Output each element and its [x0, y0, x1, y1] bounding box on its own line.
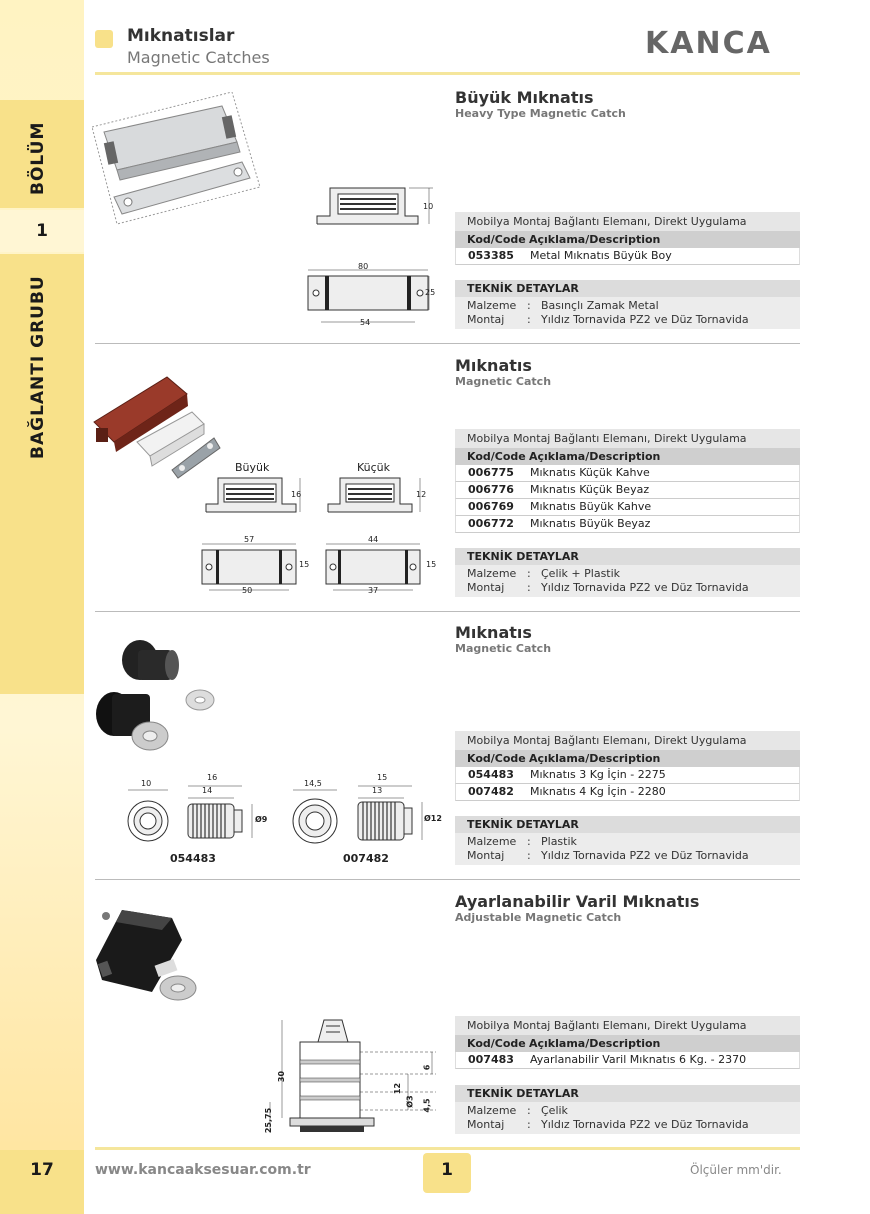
- tech-details: [455, 280, 800, 329]
- page-title: Mıknatıslar: [127, 26, 235, 46]
- header-code: Kod/Code: [467, 233, 526, 246]
- section-subtitle: Magnetic Catch: [455, 642, 552, 655]
- tech-sep: :: [527, 1118, 531, 1131]
- section-title: Ayarlanabilir Varil Mıknatıs: [455, 892, 700, 911]
- table-row: [455, 1052, 800, 1069]
- row-code: 007482: [468, 785, 514, 798]
- row-desc: Mıknatıs Büyük Kahve: [530, 500, 652, 513]
- product-table: [455, 1016, 800, 1069]
- dim-label: 54: [360, 318, 371, 327]
- tech-title: TEKNİK DETAYLAR: [455, 1085, 800, 1102]
- units-note: Ölçüler mm'dir.: [690, 1163, 782, 1177]
- table-row: [455, 767, 800, 784]
- drawing-code: 054483: [170, 852, 216, 865]
- dim-label: Ø12: [424, 814, 442, 823]
- table-caption: Mobilya Montaj Bağlantı Elemanı, Direkt Uygulama: [455, 1016, 800, 1035]
- section-divider: [95, 879, 800, 880]
- tech-row: [467, 1118, 800, 1132]
- row-desc: Mıknatıs Büyük Beyaz: [530, 517, 651, 530]
- row-code: 006775: [468, 466, 514, 479]
- header-desc: Açıklama/Description: [529, 1037, 661, 1050]
- tech-key: Malzeme: [467, 1104, 517, 1117]
- tech-sep: :: [527, 849, 531, 862]
- dim-label: 12: [393, 1082, 403, 1095]
- row-desc: Mıknatıs Küçük Kahve: [530, 466, 650, 479]
- tech-title: TEKNİK DETAYLAR: [455, 816, 800, 833]
- dim-label: 25,75: [264, 1107, 274, 1134]
- tech-key: Montaj: [467, 581, 505, 594]
- section-divider: [95, 611, 800, 612]
- tech-row: [467, 835, 800, 849]
- dim-label: 15: [426, 560, 437, 569]
- sidebar-section-label: [0, 100, 84, 208]
- dim-label: 14,5: [304, 779, 322, 788]
- tech-key: Malzeme: [467, 835, 517, 848]
- header-code: Kod/Code: [467, 450, 526, 463]
- website-link[interactable]: www.kancaaksesuar.com.tr: [95, 1162, 311, 1178]
- section-title: Mıknatıs: [455, 356, 532, 375]
- tech-row: [467, 299, 800, 313]
- dim-label: Ø3: [405, 1095, 415, 1108]
- row-code: 006772: [468, 517, 514, 530]
- header-square-icon: [95, 30, 113, 48]
- dim-label: 4,5: [422, 1098, 432, 1113]
- dim-label: 14: [202, 786, 213, 795]
- table-header: [455, 750, 800, 767]
- row-code: 007483: [468, 1053, 514, 1066]
- table-row: [455, 465, 800, 482]
- tech-value: Plastik: [541, 835, 577, 848]
- dim-label: 15: [377, 773, 388, 782]
- header-desc: Açıklama/Description: [529, 450, 661, 463]
- product-table: [455, 731, 800, 801]
- table-row: [455, 784, 800, 801]
- tech-row: [467, 581, 800, 595]
- row-code: 006776: [468, 483, 514, 496]
- dim-label: 6: [422, 1064, 432, 1071]
- sidebar-section-number: 1: [0, 210, 84, 252]
- dim-label: 30: [277, 1070, 287, 1083]
- tech-value: Yıldız Tornavida PZ2 ve Düz Tornavida: [541, 849, 749, 862]
- table-header: [455, 1035, 800, 1052]
- table-header: [455, 448, 800, 465]
- tech-value: Basınçlı Zamak Metal: [541, 299, 659, 312]
- tech-row: [467, 313, 800, 327]
- dim-label: 13: [372, 786, 383, 795]
- tech-value: Çelik + Plastik: [541, 567, 621, 580]
- row-code: 006769: [468, 500, 514, 513]
- dim-label: 37: [368, 586, 379, 595]
- dim-label: 80: [358, 262, 369, 271]
- table-row: [455, 248, 800, 265]
- group-label-text: BAĞLANTI GRUBU: [28, 275, 48, 459]
- section-title: Mıknatıs: [455, 623, 532, 642]
- section-label-text: BÖLÜM: [28, 121, 48, 195]
- tech-row: [467, 849, 800, 863]
- tech-row: [467, 1104, 800, 1118]
- row-desc: Mıknatıs Küçük Beyaz: [530, 483, 650, 496]
- tech-sep: :: [527, 1104, 531, 1117]
- tech-title: TEKNİK DETAYLAR: [455, 280, 800, 297]
- tech-key: Montaj: [467, 849, 505, 862]
- row-desc: Mıknatıs 4 Kg İçin - 2280: [530, 785, 666, 798]
- header-desc: Açıklama/Description: [529, 752, 661, 765]
- tech-title: TEKNİK DETAYLAR: [455, 548, 800, 565]
- header-code: Kod/Code: [467, 1037, 526, 1050]
- section-subtitle: Magnetic Catch: [455, 375, 552, 388]
- table-row: [455, 516, 800, 533]
- header-code: Kod/Code: [467, 752, 526, 765]
- tech-details: [455, 548, 800, 597]
- row-desc: Mıknatıs 3 Kg İçin - 2275: [530, 768, 666, 781]
- dim-label: 16: [291, 490, 302, 499]
- brand-logo: KANCA: [645, 26, 772, 61]
- page-number: 17: [0, 1150, 84, 1214]
- size-label-big: Büyük: [235, 461, 270, 474]
- dim-label: 57: [244, 535, 255, 544]
- size-label-small: Küçük: [357, 461, 391, 474]
- table-header: [455, 231, 800, 248]
- row-code: 053385: [468, 249, 514, 262]
- row-desc: Ayarlanabilir Varil Mıknatıs 6 Kg. - 2370: [530, 1053, 747, 1066]
- tech-sep: :: [527, 835, 531, 848]
- adjustable-magnet-drawing: [260, 1012, 445, 1142]
- dim-label: 15: [299, 560, 310, 569]
- magnet-catch-photo: [92, 372, 222, 480]
- dim-label: Ø9: [255, 815, 268, 824]
- tech-details: [455, 816, 800, 865]
- dim-label: 10: [423, 202, 434, 211]
- adjustable-magnet-photo: [92, 900, 212, 1010]
- dim-label: 25: [425, 288, 436, 297]
- chapter-badge: 1: [423, 1153, 471, 1193]
- tech-value: Çelik: [541, 1104, 568, 1117]
- drawing-code: 007482: [343, 852, 389, 865]
- section-subtitle: Heavy Type Magnetic Catch: [455, 107, 626, 120]
- header-desc: Açıklama/Description: [529, 233, 661, 246]
- footer-divider: [95, 1147, 800, 1150]
- sidebar: [0, 0, 84, 1214]
- row-code: 054483: [468, 768, 514, 781]
- round-magnet-drawings: [115, 776, 435, 856]
- section-divider: [95, 343, 800, 344]
- heavy-magnet-drawing: [305, 182, 440, 332]
- heavy-magnet-photo: [92, 92, 262, 227]
- page-subtitle: Magnetic Catches: [127, 48, 270, 67]
- tech-sep: :: [527, 313, 531, 326]
- tech-value: Yıldız Tornavida PZ2 ve Düz Tornavida: [541, 1118, 749, 1131]
- tech-key: Montaj: [467, 1118, 505, 1131]
- tech-sep: :: [527, 299, 531, 312]
- dim-label: 50: [242, 586, 253, 595]
- tech-row: [467, 567, 800, 581]
- sidebar-group-label: [0, 254, 84, 694]
- table-row: [455, 482, 800, 499]
- tech-sep: :: [527, 567, 531, 580]
- magnet-catch-drawings: [200, 474, 440, 604]
- tech-key: Malzeme: [467, 299, 517, 312]
- table-caption: Mobilya Montaj Bağlantı Elemanı, Direkt Uygulama: [455, 731, 800, 750]
- tech-key: Malzeme: [467, 567, 517, 580]
- tech-value: Yıldız Tornavida PZ2 ve Düz Tornavida: [541, 581, 749, 594]
- dim-label: 12: [416, 490, 427, 499]
- tech-details: [455, 1085, 800, 1134]
- round-magnet-photo: [92, 632, 217, 760]
- table-caption: Mobilya Montaj Bağlantı Elemanı, Direkt Uygulama: [455, 212, 800, 231]
- table-row: [455, 499, 800, 516]
- dim-label: 44: [368, 535, 379, 544]
- header-divider: [95, 72, 800, 75]
- tech-value: Yıldız Tornavida PZ2 ve Düz Tornavida: [541, 313, 749, 326]
- tech-sep: :: [527, 581, 531, 594]
- section-title: Büyük Mıknatıs: [455, 88, 594, 107]
- row-desc: Metal Mıknatıs Büyük Boy: [530, 249, 672, 262]
- tech-key: Montaj: [467, 313, 505, 326]
- table-caption: Mobilya Montaj Bağlantı Elemanı, Direkt Uygulama: [455, 429, 800, 448]
- section-subtitle: Adjustable Magnetic Catch: [455, 911, 622, 924]
- product-table: [455, 212, 800, 265]
- product-table: [455, 429, 800, 533]
- dim-label: 16: [207, 773, 218, 782]
- dim-label: 10: [141, 779, 152, 788]
